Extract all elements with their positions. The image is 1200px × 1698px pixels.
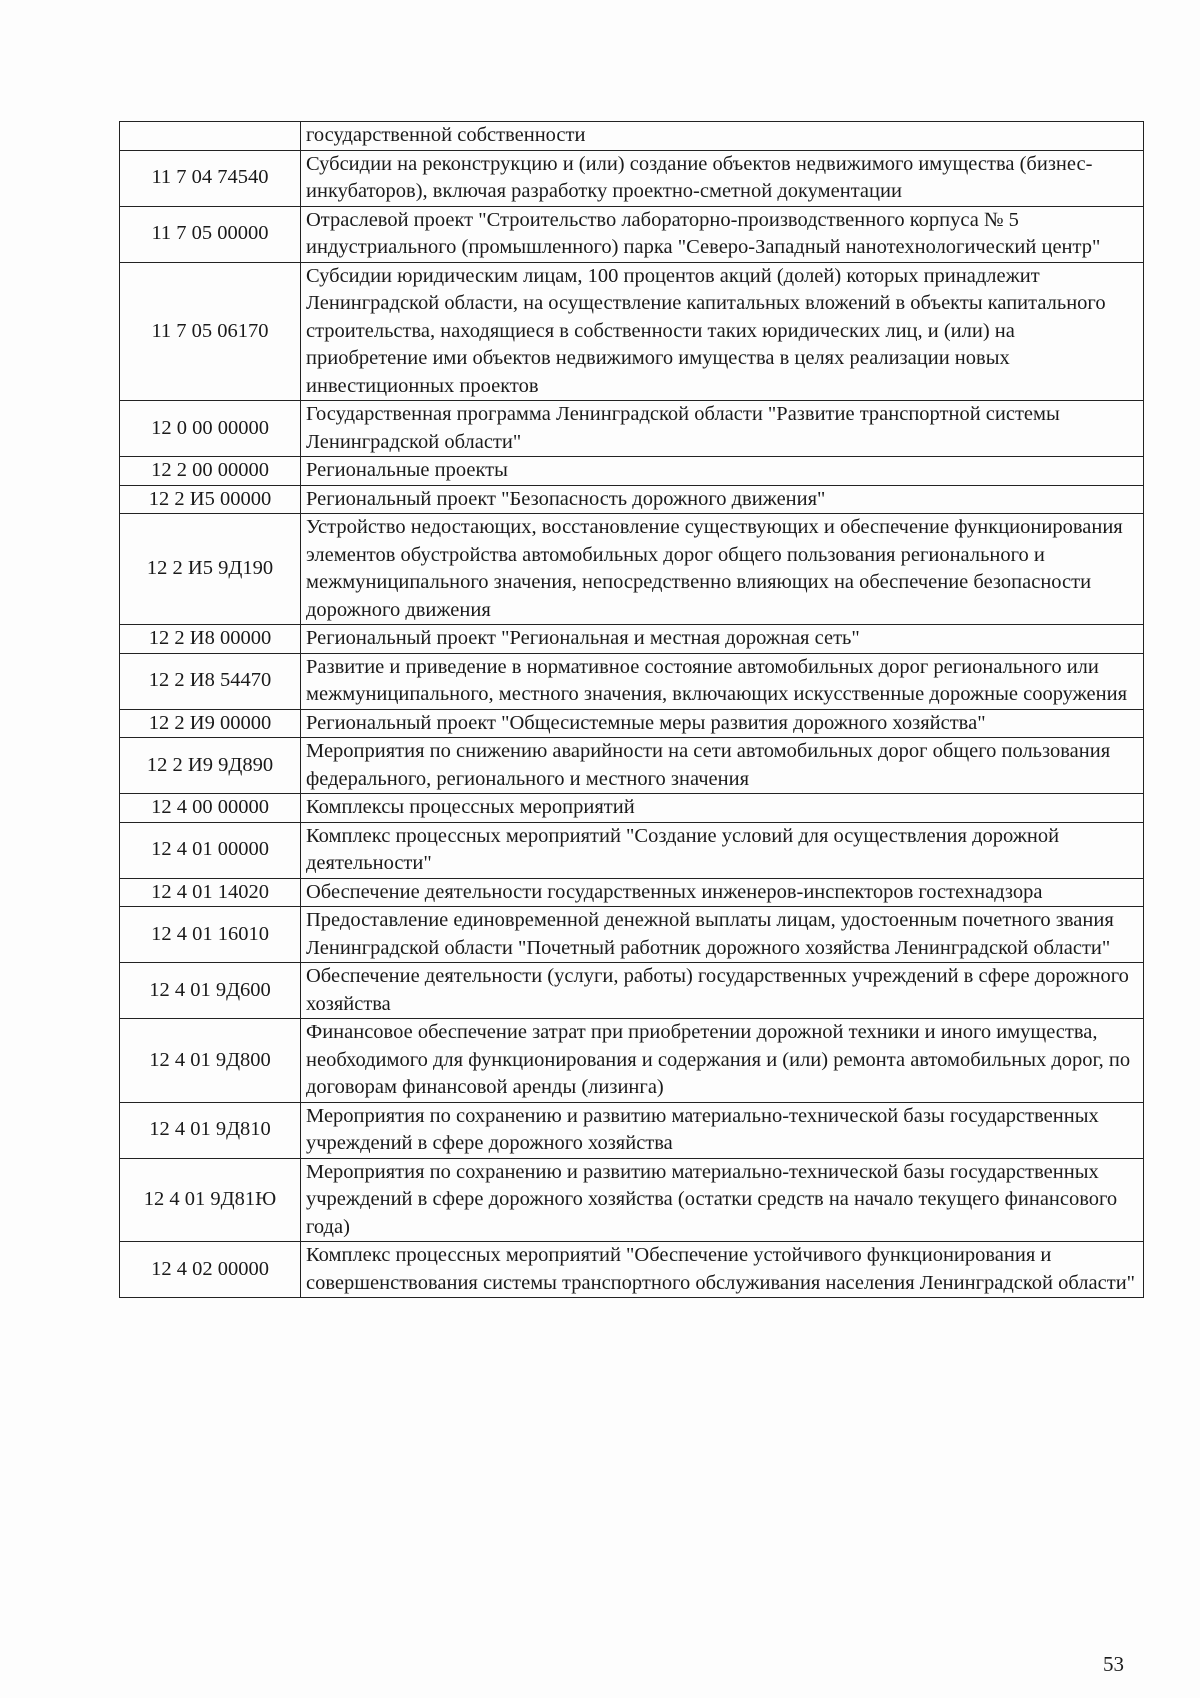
row-description: Комплексы процессных мероприятий: [301, 794, 1144, 823]
row-code: 12 2 И8 54470: [120, 653, 301, 709]
row-description: Развитие и приведение в нормативное состояние автомобильных дорог регионального или межмуниципального, местного значения, включающих искусственные дорожные сооружения: [301, 653, 1144, 709]
table-body: [120, 122, 1144, 1298]
table-row: [120, 514, 1144, 625]
table-row: [120, 1102, 1144, 1158]
row-code: 12 4 02 00000: [120, 1242, 301, 1298]
row-description: Субсидии юридическим лицам, 100 процентов акций (долей) которых принадлежит Ленинградской области, на осуществление капитальных вложений в объекты капитального строительства, находящиеся в собственности таких юридических лиц, и (или) на приобретение ими объектов недвижимого имущества в целях реализации новых инвестиционных проектов: [301, 262, 1144, 401]
row-code: 12 2 00 00000: [120, 457, 301, 486]
row-code: 12 2 И9 00000: [120, 709, 301, 738]
row-code: 12 2 И8 00000: [120, 625, 301, 654]
table-row: [120, 122, 1144, 151]
row-description: Обеспечение деятельности государственных инженеров-инспекторов гостехнадзора: [301, 878, 1144, 907]
row-code: 11 7 05 06170: [120, 262, 301, 401]
table-row: [120, 401, 1144, 457]
table-row: [120, 457, 1144, 486]
table-row: [120, 1242, 1144, 1298]
row-description: Предоставление единовременной денежной выплаты лицам, удостоенным почетного звания Ленинградской области "Почетный работник дорожного хозяйства Ленинградской области": [301, 907, 1144, 963]
row-description: Мероприятия по сохранению и развитию материально-технической базы государственных учреждений в сфере дорожного хозяйства (остатки средств на начало текущего финансового года): [301, 1158, 1144, 1242]
table-row: [120, 625, 1144, 654]
row-description: Региональные проекты: [301, 457, 1144, 486]
row-description: Мероприятия по снижению аварийности на сети автомобильных дорог общего пользования федерального, регионального и местного значения: [301, 738, 1144, 794]
row-code: 12 4 01 16010: [120, 907, 301, 963]
row-code: 12 4 01 14020: [120, 878, 301, 907]
row-description: государственной собственности: [301, 122, 1144, 151]
table-row: [120, 738, 1144, 794]
table-row: [120, 907, 1144, 963]
row-code: 11 7 04 74540: [120, 150, 301, 206]
row-code: 12 4 01 9Д800: [120, 1019, 301, 1103]
table-row: [120, 206, 1144, 262]
table-row: [120, 794, 1144, 823]
row-description: Устройство недостающих, восстановление существующих и обеспечение функционирования элементов обустройства автомобильных дорог общего пользования регионального и межмуниципального значения, непосредственно влияющих на обеспечение безопасности дорожного движения: [301, 514, 1144, 625]
row-code: 12 0 00 00000: [120, 401, 301, 457]
row-description: Региональный проект "Безопасность дорожного движения": [301, 485, 1144, 514]
budget-classification-table: [119, 121, 1144, 1298]
row-description: Финансовое обеспечение затрат при приобретении дорожной техники и иного имущества, необходимого для функционирования и содержания и (или) ремонта автомобильных дорог, по договорам финансовой аренды (лизинга): [301, 1019, 1144, 1103]
table-row: [120, 822, 1144, 878]
table-row: [120, 262, 1144, 401]
table-row: [120, 1158, 1144, 1242]
row-description: Отраслевой проект "Строительство лабораторно-производственного корпуса № 5 индустриального (промышленного) парка "Северо-Западный нанотехнологический центр": [301, 206, 1144, 262]
row-code: 12 2 И5 00000: [120, 485, 301, 514]
row-description: Государственная программа Ленинградской области "Развитие транспортной системы Ленинградской области": [301, 401, 1144, 457]
row-description: Комплекс процессных мероприятий "Создание условий для осуществления дорожной деятельности": [301, 822, 1144, 878]
table-row: [120, 709, 1144, 738]
row-code: [120, 122, 301, 151]
table-row: [120, 878, 1144, 907]
row-code: 12 2 И9 9Д890: [120, 738, 301, 794]
row-description: Региональный проект "Общесистемные меры развития дорожного хозяйства": [301, 709, 1144, 738]
row-code: 12 4 01 9Д810: [120, 1102, 301, 1158]
row-code: 12 4 01 9Д600: [120, 963, 301, 1019]
table-row: [120, 1019, 1144, 1103]
row-code: 11 7 05 00000: [120, 206, 301, 262]
table-row: [120, 963, 1144, 1019]
row-code: 12 4 00 00000: [120, 794, 301, 823]
table-row: [120, 653, 1144, 709]
page-number: 53: [1103, 1652, 1124, 1676]
row-description: Субсидии на реконструкцию и (или) создание объектов недвижимого имущества (бизнес-инкубаторов), включая разработку проектно-сметной документации: [301, 150, 1144, 206]
row-description: Мероприятия по сохранению и развитию материально-технической базы государственных учреждений в сфере дорожного хозяйства: [301, 1102, 1144, 1158]
table-row: [120, 485, 1144, 514]
row-code: 12 2 И5 9Д190: [120, 514, 301, 625]
row-description: Комплекс процессных мероприятий "Обеспечение устойчивого функционирования и совершенствования системы транспортного обслуживания населения Ленинградской области": [301, 1242, 1144, 1298]
row-description: Региональный проект "Региональная и местная дорожная сеть": [301, 625, 1144, 654]
table-row: [120, 150, 1144, 206]
row-code: 12 4 01 00000: [120, 822, 301, 878]
row-code: 12 4 01 9Д81Ю: [120, 1158, 301, 1242]
row-description: Обеспечение деятельности (услуги, работы) государственных учреждений в сфере дорожного хозяйства: [301, 963, 1144, 1019]
